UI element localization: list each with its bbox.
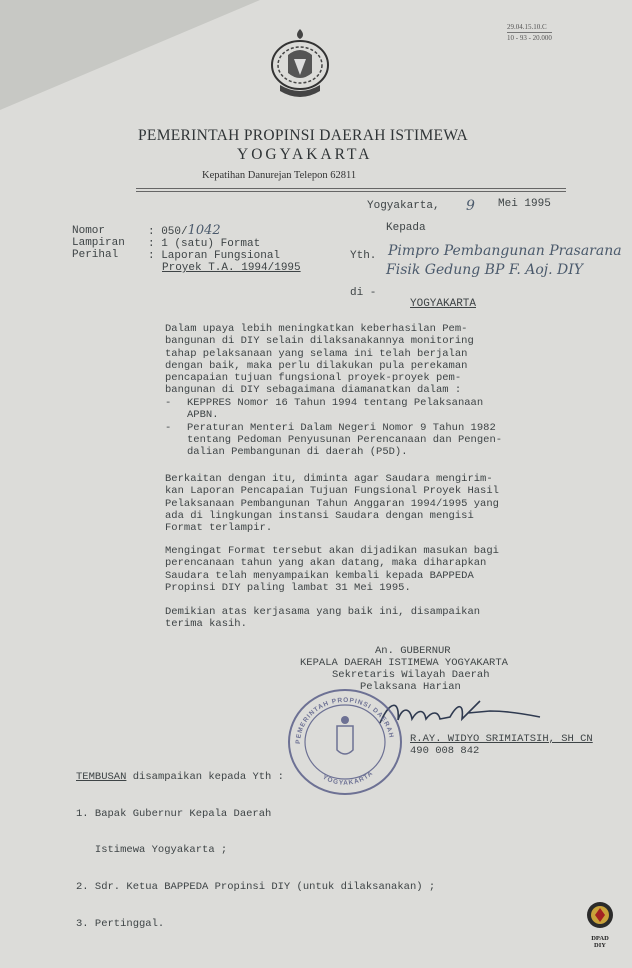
bullet-dash: -	[165, 421, 172, 434]
p1-line: dengan baik, maka perlu dilakukan pula perekaman	[165, 359, 468, 372]
tembusan-item: 2. Sdr. Ketua BAPPEDA Propinsi DIY (untuk dilaksanakan) ;	[76, 881, 436, 894]
official-stamp	[284, 686, 406, 798]
tembusan-intro: disampaikan kepada Yth :	[132, 771, 284, 783]
perihal-label: Perihal	[72, 249, 119, 261]
tembusan-item: Istimewa Yogyakarta ;	[76, 844, 228, 857]
tembusan-label: TEMBUSAN	[76, 771, 127, 783]
meta-labels	[72, 225, 125, 261]
recipient-handwritten-1: Pimpro Pembangunan Prasarana	[388, 243, 622, 259]
lampiran-value: : 1 (satu) Format	[148, 238, 261, 250]
date-place: Yogyakarta,	[367, 200, 440, 212]
p1-line: bangunan di DIY sebagaimana diamanatkan dalam :	[165, 384, 462, 397]
tembusan-heading	[76, 771, 284, 783]
sig-kepala-daerah: KEPALA DAERAH ISTIMEWA YOGYAKARTA	[300, 657, 508, 669]
signatory-nip: 490 008 842	[410, 745, 480, 757]
p4-line: terima kasih.	[165, 618, 247, 631]
recipient-yth: Yth.	[350, 250, 377, 262]
date-month-year: Mei 1995	[498, 198, 551, 210]
nomor-value-row	[148, 225, 301, 238]
header-address: Kepatihan Danurejan Telepon 62811	[202, 170, 357, 181]
nomor-value: : 050/	[148, 226, 188, 238]
meta-values	[148, 225, 301, 274]
bullet-dash: -	[165, 397, 172, 409]
form-code-line2: 10 - 93 - 20.000	[507, 34, 552, 42]
nomor-handwritten: 1042	[187, 223, 221, 238]
bullet-line: tentang Pedoman Penyusunan Perencanaan dan Pengen-	[187, 433, 503, 446]
sig-sekretaris: Sekretaris Wilayah Daerah	[332, 669, 490, 681]
p1-line: pencapaian tujuan fungsional proyek-proyek pem-	[165, 372, 462, 385]
header-title: PEMERINTAH PROPINSI DAERAH ISTIMEWA	[138, 127, 469, 144]
p4-line: Demikian atas kerjasama yang baik ini, disampaikan	[165, 606, 481, 618]
header-rule-2	[136, 191, 566, 192]
bullet-line: dalian Pembangunan di daerah (P5D).	[187, 446, 408, 459]
p1-line: Dalam upaya lebih meningkatkan keberhasilan Pem-	[165, 323, 468, 335]
bullet-line: APBN.	[187, 409, 219, 422]
perihal-value-2: Proyek T.A. 1994/1995	[162, 262, 301, 274]
paragraph-4	[165, 606, 480, 631]
p2-line: kan Laporan Pencapaian Tujuan Fungsional Proyek Hasil	[165, 485, 499, 498]
p3-line: perencanaan tahun yang akan datang, maka diharapkan	[165, 557, 487, 570]
tembusan-item: 1. Bapak Gubernur Kepala Daerah	[76, 807, 272, 820]
p3-line: Mengingat Format tersebut akan dijadikan masukan bagi	[165, 545, 499, 557]
p2-line: Pelaksanaan Pembangunan Tahun Anggaran 1994/1995 yang	[165, 497, 499, 510]
recipient-di: di -	[350, 287, 377, 299]
form-code-line1: 29.04.15.10.C	[507, 23, 547, 31]
p2-line: ada di lingkungan instansi Saudara dengan mengisi	[165, 509, 474, 522]
bullet-line: Peraturan Menteri Dalam Negeri Nomor 9 Tahun 1982	[187, 421, 496, 434]
p3-line: Saudara telah menyampaikan kembali kepada BAPPEDA	[165, 569, 474, 582]
p1-line: tahap pelaksanaan yang selama ini telah berjalan	[165, 347, 468, 360]
form-code	[507, 22, 552, 43]
sig-pelaksana: Pelaksana Harian	[360, 681, 461, 693]
p2-line: Format terlampir.	[165, 522, 273, 535]
folded-corner	[0, 0, 260, 110]
header-rule-1	[136, 188, 566, 189]
tembusan-item: 3. Pertinggal.	[76, 918, 165, 931]
sig-an-gubernur: An. GUBERNUR	[375, 645, 451, 657]
archive-logo-line2: DIY	[594, 942, 606, 949]
recipient-kepada: Kepada	[386, 222, 426, 234]
bullet-item-1	[165, 397, 502, 422]
stamp-outer-path: PEMERINTAH PROPINSI DAERAH	[294, 696, 395, 745]
archive-emblem-icon	[585, 900, 615, 930]
archive-logo	[582, 900, 618, 949]
p1-line: bangunan di DIY selain dilaksanakannya monitoring	[165, 335, 474, 348]
nomor-label: Nomor	[72, 225, 106, 237]
p3-line: Propinsi DIY paling lambat 31 Mei 1995.	[165, 581, 411, 594]
bullet-line: KEPPRES Nomor 16 Tahun 1994 tentang Pelaksanaan	[187, 397, 484, 409]
paragraph-3	[165, 545, 499, 594]
recipient-handwritten-2: Fisik Gedung BP F. Aoj. DIY	[386, 262, 584, 278]
bullet-list	[165, 397, 502, 458]
p2-line: Berkaitan dengan itu, diminta agar Saudara mengirim-	[165, 473, 493, 485]
paragraph-1	[165, 323, 474, 397]
signatory-name: R.AY. WIDYO SRIMIATSIH, SH CN	[410, 733, 593, 745]
paragraph-2	[165, 473, 499, 534]
coat-of-arms-emblem	[266, 25, 334, 107]
perihal-value: : Laporan Fungsional	[148, 250, 281, 262]
bullet-item-2	[165, 422, 502, 459]
tembusan-list	[76, 783, 435, 955]
archive-logo-line1: DPAD	[591, 935, 609, 942]
recipient-city: YOGYAKARTA	[410, 298, 477, 310]
lampiran-label: Lampiran	[72, 237, 125, 249]
date-day: 9	[466, 198, 475, 214]
stamp-bottom-path: YOGYAKARTA	[321, 769, 375, 787]
header-subtitle: YOGYAKARTA	[237, 146, 373, 163]
